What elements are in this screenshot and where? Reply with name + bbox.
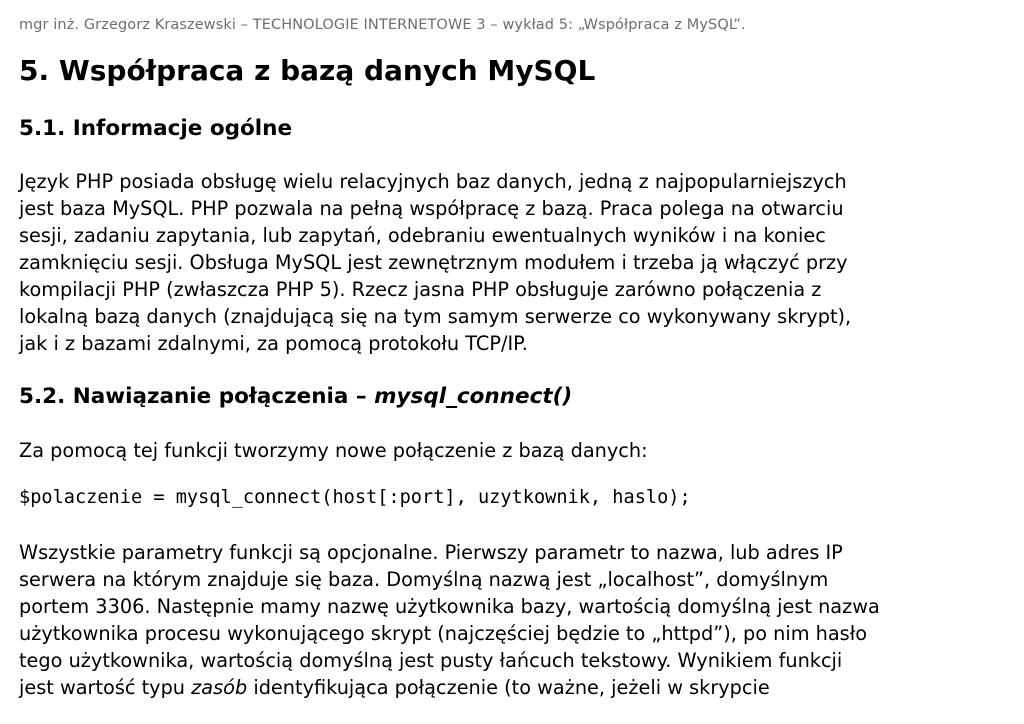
paragraph-line: kompilacji PHP (zwłaszcza PHP 5). Rzecz jasna PHP obsługuje zarówno połączenia z <box>19 278 822 301</box>
intro-line: Za pomocą tej funkcji tworzymy nowe połączenie z bazą danych: <box>19 439 648 462</box>
section-1-heading: 5.1. Informacje ogólne <box>19 116 293 141</box>
paragraph-line: zamknięciu sesji. Obsługa MySQL jest zewnętrznym modułem i trzeba ją włączyć przy <box>19 251 848 274</box>
section-2-heading-prefix: 5.2. Nawiązanie połączenia – <box>19 384 375 409</box>
paragraph-line-last <box>19 674 880 701</box>
paragraph-line: Wszystkie parametry funkcji są opcjonalne. Pierwszy parametr to nazwa, lub adres IP <box>19 541 843 564</box>
paragraph-line: serwera na którym znajduje się baza. Domyślną nazwą jest „localhost”, domyślnym <box>19 568 829 591</box>
section-2-heading-function: mysql_connect() <box>374 384 573 409</box>
section-2-paragraph <box>19 539 880 701</box>
paragraph-line: Język PHP posiada obsługę wielu relacyjnych baz danych, jedną z najpopularniejszych <box>19 170 847 193</box>
text-run: jest wartość typu <box>19 676 192 699</box>
paragraph-line: jak i z bazami zdalnymi, za pomocą protokołu TCP/IP. <box>19 332 528 355</box>
running-header: mgr inż. Grzegorz Kraszewski – TECHNOLOGIE INTERNETOWE 3 – wykład 5: „Współpraca z MySQL”. <box>19 17 746 33</box>
section-2-intro <box>19 437 648 464</box>
paragraph-line: użytkownika procesu wykonującego skrypt (najczęściej będzie to „httpd”), po nim hasło <box>19 622 868 645</box>
paragraph-line: lokalną bazą danych (znajdującą się na tym samym serwerze co wykonywany skrypt), <box>19 305 852 328</box>
code-snippet: $polaczenie = mysql_connect(host[:port], uzytkownik, haslo); <box>19 487 691 508</box>
paragraph-line: jest baza MySQL. PHP pozwala na pełną współpracę z bazą. Praca polega na otwarciu <box>19 197 844 220</box>
paragraph-line: tego użytkownika, wartością domyślną jest pusty łańcuch tekstowy. Wynikiem funkcji <box>19 649 843 672</box>
italic-term: zasób <box>191 676 248 699</box>
document-title: 5. Współpraca z bazą danych MySQL <box>19 54 596 87</box>
paragraph-line: sesji, zadaniu zapytania, lub zapytań, odebraniu ewentualnych wyników i na koniec <box>19 224 826 247</box>
section-1-paragraph <box>19 168 851 357</box>
text-run: identyfikująca połączenie (to ważne, jeżeli w skrypcie <box>247 676 770 699</box>
section-2-heading <box>19 384 572 409</box>
paragraph-line: portem 3306. Następnie mamy nazwę użytkownika bazy, wartością domyślną jest nazwa <box>19 595 880 618</box>
